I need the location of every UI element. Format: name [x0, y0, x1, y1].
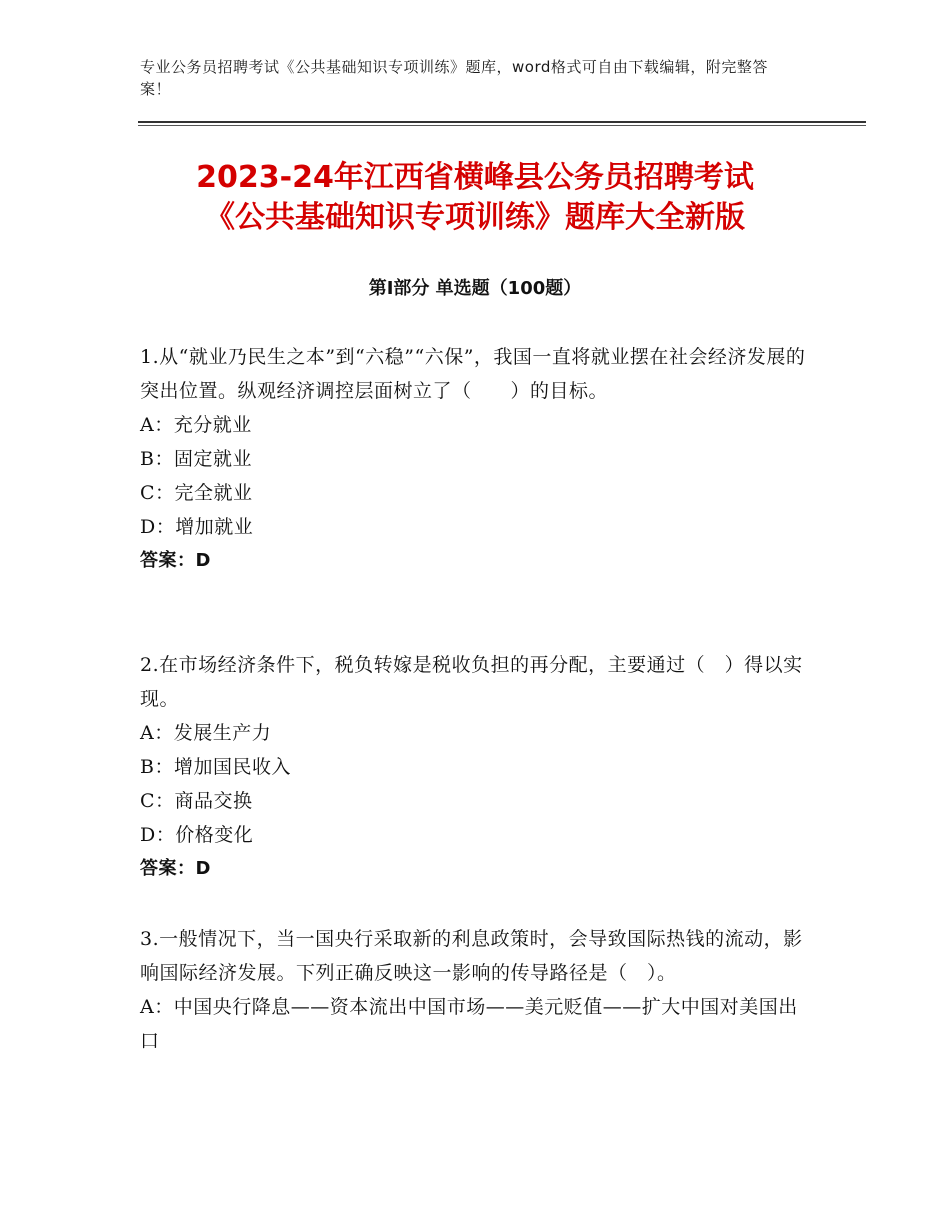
option-a: A：充分就业 — [140, 414, 252, 436]
question-stem: 3.一般情况下，当一国央行采取新的利息政策时，会导致国际热钱的流动，影响国际经济发展。下列正确反映这一影响的传导路径是（ ）。 — [140, 928, 803, 984]
question-1 — [140, 340, 810, 578]
option-b: B：固定就业 — [140, 448, 252, 470]
header-divider-thin — [138, 125, 866, 126]
answer: 答案：D — [140, 858, 211, 879]
header-note: 专业公务员招聘考试《公共基础知识专项训练》题库，word格式可自由下载编辑，附完整答案！ — [140, 58, 768, 98]
question-3 — [140, 922, 810, 1058]
answer: 答案：D — [140, 550, 211, 571]
title-line-2: 《公共基础知识专项训练》题库大全新版 — [205, 200, 745, 235]
title-line-1: 2023-24年江西省横峰县公务员招聘考试 — [196, 160, 754, 195]
question-stem: 2.在市场经济条件下，税负转嫁是税收负担的再分配，主要通过（ ）得以实现。 — [140, 654, 803, 710]
section-title: 第Ⅰ部分 单选题（100题） — [368, 278, 582, 299]
option-a: A：发展生产力 — [140, 722, 272, 744]
header-divider — [138, 121, 866, 123]
option-a: A：中国央行降息——资本流出中国市场——美元贬值——扩大中国对美国出口 — [140, 996, 798, 1052]
option-d: D：增加就业 — [140, 516, 254, 538]
document-title — [60, 158, 890, 238]
option-c: C：商品交换 — [140, 790, 253, 812]
option-b: B：增加国民收入 — [140, 756, 291, 778]
question-stem: 1.从“就业乃民生之本”到“六稳”“六保”，我国一直将就业摆在社会经济发展的突出位置。纵观经济调控层面树立了（ ）的目标。 — [140, 346, 806, 402]
question-2 — [140, 648, 810, 886]
option-d: D：价格变化 — [140, 824, 254, 846]
option-c: C：完全就业 — [140, 482, 253, 504]
